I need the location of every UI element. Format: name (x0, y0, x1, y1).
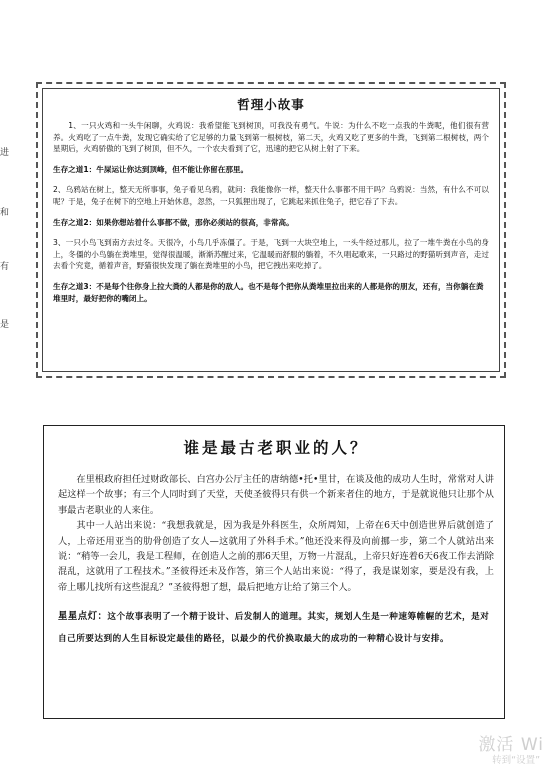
story1-paragraph-3: 3、一只小鸟飞到南方去过冬。天很冷，小鸟几乎冻僵了。于是，飞到一大块空地上，一头牛经过那儿，拉了一堆牛粪在小鸟的身上，冬僵的小鸟躺在粪堆里，觉得很温暖，渐渐苏醒过来，它温暖而舒服的躺着，不久唱起歌来，一只路过的野猫听到声音，走过去看个究竟，循着声音，野猫很快发现了躺在粪堆里的小鸟，把它拽出来吃掉了。 (53, 238, 489, 271)
story1-paragraph-1: 1、一只火鸡和一头牛闲聊，火鸡说：我希望能飞到树顶，可我没有勇气。牛说：为什么不吃一点我的牛粪呢，他们很有营养。火鸡吃了一点牛粪，发现它确实给了它足够的力量飞到第一根树枝，第二天，火鸡又吃了更多的牛粪，飞到第二根树枝，两个星期后，火鸡骄傲的飞到了树顶，但不久，一个农夫看到了它，迅速的把它从树上射了下来。 (53, 121, 489, 154)
activation-watermark-sub: 转到“设置” (492, 755, 540, 766)
story2-box (43, 425, 505, 719)
story1-title: 哲理小故事 (237, 97, 305, 112)
story1-box (36, 82, 506, 378)
activation-watermark: 激活 Wi (478, 735, 544, 755)
margin-mark: 和 (0, 208, 10, 218)
story2-paragraph-2: 其中一人站出来说：“我想我就是，因为我是外科医生，众所周知，上帝在6天中创造世界后就创造了人，上帝还用亚当的肋骨创造了女人—这就用了外科手术。”他还没来得及向前挪一步，第二个人就站出来说：“稍等一会儿，我是工程师，在创造人之前的那6天里，万物一片混乱，上帝只好连着6天6夜工作去消除混乱，这就用了工程技术。”圣彼得还未及作答，第三个人站出来说：“得了，我是谋划家，要是没有我，上帝上哪儿找所有这些混乱？”圣彼得想了想，最后把地方让给了第三个人。 (58, 520, 494, 593)
margin-mark: 进 (0, 148, 10, 158)
story1-inner-frame (42, 88, 500, 372)
story2-paragraph-1: 在里根政府担任过财政部长、白宫办公厅主任的唐纳德•托•里甘，在谈及他的成功人生时，常常对人讲起这样一个故事；有三个人同时到了天堂，天使圣彼得只有供一个新来者住的地方，于是就说他只让那个从事最古老职业的人来住。 (58, 474, 494, 516)
story1-paragraph-2: 2、乌鸦站在树上，整天无所事事，兔子看见乌鸦，就问：我能像你一样，整天什么事都不用干吗？乌鸦说：当然，有什么不可以呢？于是，兔子在树下的空地上开始休息，忽然，一只狐狸出现了，它跳起来抓住兔子，把它吞了下去。 (53, 185, 489, 206)
story1-lesson-3: 生存之道3：不是每个往你身上拉大粪的人都是你的敌人。也不是每个把你从粪堆里拉出来的人都是你的朋友，还有，当你躺在粪堆里时，最好把你的嘴闭上。 (53, 281, 484, 303)
margin-mark: 有 (0, 262, 10, 272)
story2-takeaway-text: 这个故事表明了一个精于设计、后发制人的道理。其实，规划人生是一种速筹帷幄的艺术，是对自己所要达到的人生目标设定最佳的路径，以最少的代价换取最大的成功的一种精心设计与安排。 (58, 612, 490, 645)
story2-takeaway-label: 星星点灯： (58, 611, 108, 623)
story2-title: 谁是最古老职业的人？ (183, 438, 369, 457)
story1-lesson-1: 生存之道1：牛屎运让你达到顶峰，但不能让你留在那里。 (53, 164, 249, 174)
story1-lesson-2: 生存之道2：如果你想站着什么事都不做，那你必须站的很高，非常高。 (53, 217, 294, 227)
story2-takeaway (58, 606, 494, 650)
margin-mark: 是 (0, 320, 10, 330)
